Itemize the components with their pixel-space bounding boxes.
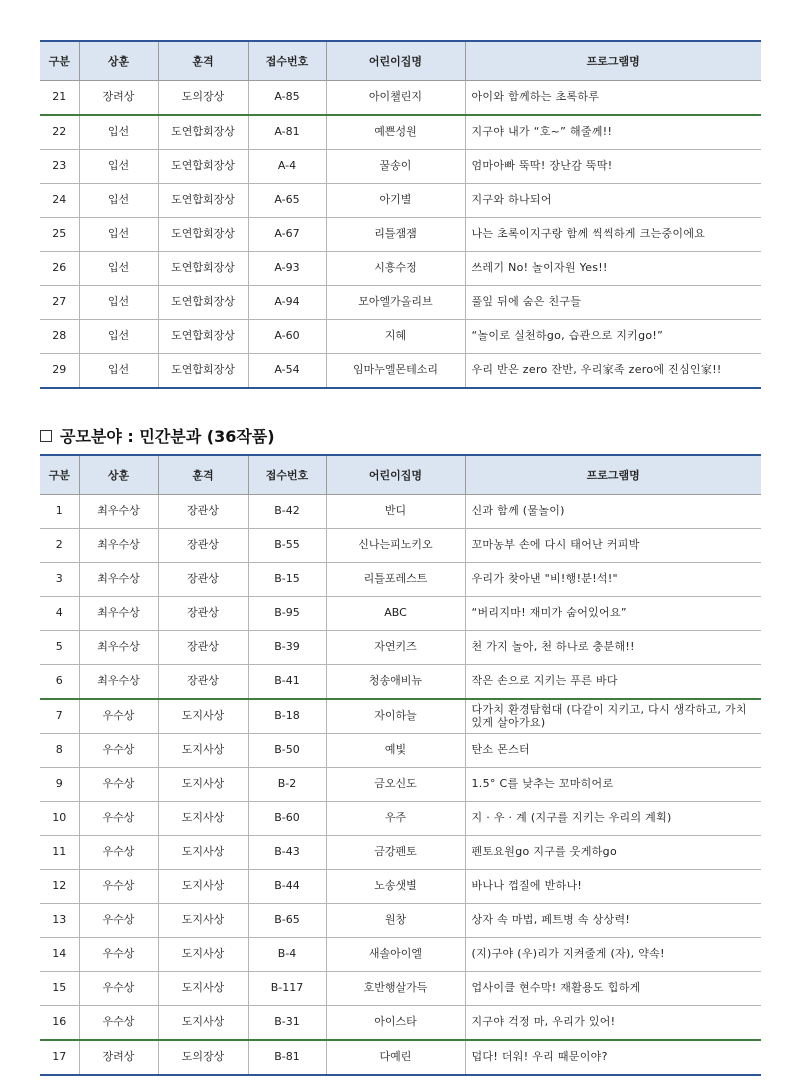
cell-grade: 도지사상: [158, 870, 248, 904]
table-row: [40, 1006, 761, 1041]
cell-award: 우수상: [79, 904, 158, 938]
cell-no: 15: [40, 972, 79, 1006]
cell-no: 7: [40, 699, 79, 734]
cell-program: 신과 함께 (물놀이): [465, 495, 761, 529]
cell-daycare: 자연키즈: [326, 631, 465, 665]
table-row: [40, 115, 761, 150]
cell-daycare: ABC: [326, 597, 465, 631]
section-heading: [40, 424, 275, 447]
cell-grade: 도지사상: [158, 802, 248, 836]
cell-receipt: A-4: [248, 150, 326, 184]
cell-receipt: A-60: [248, 320, 326, 354]
cell-award: 우수상: [79, 699, 158, 734]
cell-daycare: 노송샛별: [326, 870, 465, 904]
cell-award: 입선: [79, 252, 158, 286]
table-header-row: [40, 455, 761, 495]
cell-grade: 도의장상: [158, 81, 248, 116]
cell-program: 나는 초록이지구랑 함께 씩씩하게 크는중이에요: [465, 218, 761, 252]
cell-receipt: B-42: [248, 495, 326, 529]
table-row: [40, 218, 761, 252]
cell-no: 16: [40, 1006, 79, 1041]
cell-program: “놀이로 실천하go, 습관으로 지키go!”: [465, 320, 761, 354]
table-row: [40, 597, 761, 631]
header-receipt: 접수번호: [248, 455, 326, 495]
cell-daycare: 원창: [326, 904, 465, 938]
cell-award: 입선: [79, 115, 158, 150]
header-daycare: 어린이집명: [326, 455, 465, 495]
table-row: [40, 938, 761, 972]
cell-no: 23: [40, 150, 79, 184]
cell-grade: 도연합회장상: [158, 115, 248, 150]
cell-program: 엄마아빠 뚝딱! 장난감 뚝딱!: [465, 150, 761, 184]
cell-program: 업사이클 현수막! 재활용도 힙하게: [465, 972, 761, 1006]
cell-award: 최우수상: [79, 597, 158, 631]
cell-receipt: B-2: [248, 768, 326, 802]
header-award: 상훈: [79, 41, 158, 81]
cell-grade: 도지사상: [158, 904, 248, 938]
cell-receipt: B-41: [248, 665, 326, 700]
cell-program: 펜토요원go 지구를 웃게하go: [465, 836, 761, 870]
cell-receipt: B-50: [248, 734, 326, 768]
cell-no: 11: [40, 836, 79, 870]
cell-receipt: B-31: [248, 1006, 326, 1041]
cell-grade: 도지사상: [158, 699, 248, 734]
cell-daycare: 임마누엘몬테소리: [326, 354, 465, 389]
cell-program: 지구야 내가 “호~” 해줄께!!: [465, 115, 761, 150]
cell-receipt: A-85: [248, 81, 326, 116]
cell-no: 27: [40, 286, 79, 320]
cell-daycare: 아이챌린지: [326, 81, 465, 116]
cell-daycare: 예쁜성원: [326, 115, 465, 150]
cell-award: 입선: [79, 320, 158, 354]
cell-program: 지구야 걱정 마, 우리가 있어!: [465, 1006, 761, 1041]
cell-receipt: B-81: [248, 1040, 326, 1075]
cell-no: 14: [40, 938, 79, 972]
cell-no: 2: [40, 529, 79, 563]
cell-receipt: A-54: [248, 354, 326, 389]
cell-receipt: B-39: [248, 631, 326, 665]
cell-program: 지구와 하나되어: [465, 184, 761, 218]
cell-grade: 장관상: [158, 529, 248, 563]
cell-receipt: B-15: [248, 563, 326, 597]
cell-program: 천 가지 놀아, 천 하나로 충분해!!: [465, 631, 761, 665]
table-row: [40, 495, 761, 529]
cell-grade: 도연합회장상: [158, 150, 248, 184]
cell-grade: 장관상: [158, 495, 248, 529]
table-header-row: [40, 41, 761, 81]
cell-daycare: 청송애비뉴: [326, 665, 465, 700]
cell-award: 우수상: [79, 972, 158, 1006]
cell-receipt: A-94: [248, 286, 326, 320]
cell-no: 1: [40, 495, 79, 529]
cell-no: 26: [40, 252, 79, 286]
cell-receipt: B-60: [248, 802, 326, 836]
header-grade: 훈격: [158, 41, 248, 81]
cell-grade: 도의장상: [158, 1040, 248, 1075]
awards-table-1: [40, 40, 761, 389]
cell-program: (지)구야 (우)리가 지켜줄게 (자), 약속!: [465, 938, 761, 972]
cell-award: 최우수상: [79, 563, 158, 597]
cell-award: 우수상: [79, 734, 158, 768]
cell-no: 24: [40, 184, 79, 218]
cell-daycare: 아이스타: [326, 1006, 465, 1041]
cell-daycare: 리틀잼잼: [326, 218, 465, 252]
cell-award: 우수상: [79, 870, 158, 904]
cell-no: 9: [40, 768, 79, 802]
header-program: 프로그램명: [465, 455, 761, 495]
cell-no: 17: [40, 1040, 79, 1075]
cell-program: 우리가 찾아낸 "비!행!분!석!": [465, 563, 761, 597]
cell-daycare: 다예린: [326, 1040, 465, 1075]
cell-grade: 도지사상: [158, 1006, 248, 1041]
table-row: [40, 286, 761, 320]
cell-daycare: 금강펜토: [326, 836, 465, 870]
cell-receipt: A-81: [248, 115, 326, 150]
cell-daycare: 자이하늘: [326, 699, 465, 734]
cell-no: 10: [40, 802, 79, 836]
cell-award: 입선: [79, 286, 158, 320]
cell-no: 28: [40, 320, 79, 354]
awards-table-2: [40, 454, 761, 1076]
cell-grade: 도연합회장상: [158, 218, 248, 252]
table-row: [40, 1040, 761, 1075]
header-daycare: 어린이집명: [326, 41, 465, 81]
cell-receipt: B-95: [248, 597, 326, 631]
header-receipt: 접수번호: [248, 41, 326, 81]
header-program: 프로그램명: [465, 41, 761, 81]
cell-daycare: 신나는피노키오: [326, 529, 465, 563]
cell-daycare: 시흥수정: [326, 252, 465, 286]
cell-no: 4: [40, 597, 79, 631]
table-row: [40, 252, 761, 286]
cell-grade: 도연합회장상: [158, 286, 248, 320]
table-row: [40, 768, 761, 802]
cell-receipt: B-117: [248, 972, 326, 1006]
cell-program: 꼬마농부 손에 다시 태어난 커피박: [465, 529, 761, 563]
table-row: [40, 563, 761, 597]
cell-award: 장려상: [79, 81, 158, 116]
cell-program: 덥다! 더워! 우리 때문이야?: [465, 1040, 761, 1075]
cell-program: 쓰레기 No! 놀이자원 Yes!!: [465, 252, 761, 286]
cell-receipt: B-4: [248, 938, 326, 972]
cell-award: 입선: [79, 218, 158, 252]
cell-award: 입선: [79, 150, 158, 184]
cell-daycare: 지혜: [326, 320, 465, 354]
cell-grade: 도연합회장상: [158, 354, 248, 389]
header-grade: 훈격: [158, 455, 248, 495]
cell-award: 우수상: [79, 768, 158, 802]
table-row: [40, 734, 761, 768]
cell-award: 최우수상: [79, 495, 158, 529]
cell-receipt: B-65: [248, 904, 326, 938]
table-row: [40, 320, 761, 354]
cell-no: 5: [40, 631, 79, 665]
cell-daycare: 반디: [326, 495, 465, 529]
cell-grade: 도연합회장상: [158, 184, 248, 218]
cell-receipt: B-55: [248, 529, 326, 563]
cell-receipt: A-65: [248, 184, 326, 218]
cell-receipt: B-18: [248, 699, 326, 734]
cell-grade: 도지사상: [158, 938, 248, 972]
cell-grade: 장관상: [158, 631, 248, 665]
table-row: [40, 665, 761, 700]
cell-grade: 도지사상: [158, 836, 248, 870]
cell-program: 아이와 함께하는 초록하루: [465, 81, 761, 116]
cell-program: 지 · 우 · 계 (지구를 지키는 우리의 계획): [465, 802, 761, 836]
cell-no: 12: [40, 870, 79, 904]
cell-no: 13: [40, 904, 79, 938]
table-row: [40, 184, 761, 218]
cell-award: 입선: [79, 184, 158, 218]
cell-award: 최우수상: [79, 665, 158, 700]
cell-award: 최우수상: [79, 529, 158, 563]
table-row: [40, 81, 761, 116]
cell-grade: 장관상: [158, 665, 248, 700]
cell-grade: 도지사상: [158, 734, 248, 768]
cell-daycare: 우주: [326, 802, 465, 836]
cell-receipt: A-93: [248, 252, 326, 286]
table-row: [40, 802, 761, 836]
cell-daycare: 예빛: [326, 734, 465, 768]
cell-no: 21: [40, 81, 79, 116]
cell-grade: 도연합회장상: [158, 320, 248, 354]
table-row: [40, 836, 761, 870]
cell-program: 1.5° C를 낮추는 꼬마히어로: [465, 768, 761, 802]
cell-no: 3: [40, 563, 79, 597]
cell-award: 우수상: [79, 1006, 158, 1041]
header-no: 구분: [40, 455, 79, 495]
cell-award: 입선: [79, 354, 158, 389]
table-row: [40, 529, 761, 563]
cell-program: “버리지마! 재미가 숨어있어요”: [465, 597, 761, 631]
section-heading-text: 공모분야 : 민간분과 (36작품): [60, 427, 275, 446]
table-row: [40, 150, 761, 184]
header-no: 구분: [40, 41, 79, 81]
cell-program: 탄소 몬스터: [465, 734, 761, 768]
cell-award: 장려상: [79, 1040, 158, 1075]
cell-daycare: 아기별: [326, 184, 465, 218]
table-row: [40, 354, 761, 389]
cell-receipt: B-43: [248, 836, 326, 870]
awards-table-1-body: [40, 81, 761, 389]
cell-daycare: 리틀포레스트: [326, 563, 465, 597]
cell-program: 우리 반은 zero 잔반, 우리家족 zero에 진심인家!!: [465, 354, 761, 389]
cell-daycare: 새솔아이엘: [326, 938, 465, 972]
cell-no: 29: [40, 354, 79, 389]
cell-no: 22: [40, 115, 79, 150]
checkbox-icon: [40, 430, 52, 442]
cell-receipt: A-67: [248, 218, 326, 252]
cell-award: 최우수상: [79, 631, 158, 665]
cell-program: 바나나 껍질에 반하나!: [465, 870, 761, 904]
table-row: [40, 870, 761, 904]
cell-daycare: 호반행살가득: [326, 972, 465, 1006]
cell-grade: 장관상: [158, 563, 248, 597]
header-award: 상훈: [79, 455, 158, 495]
cell-daycare: 꿀송이: [326, 150, 465, 184]
table-row: [40, 972, 761, 1006]
cell-no: 6: [40, 665, 79, 700]
cell-program: 작은 손으로 지키는 푸른 바다: [465, 665, 761, 700]
cell-daycare: 금오신도: [326, 768, 465, 802]
cell-daycare: 모아엘가올리브: [326, 286, 465, 320]
table-row: [40, 904, 761, 938]
table-row: [40, 631, 761, 665]
cell-grade: 도연합회장상: [158, 252, 248, 286]
cell-program: 상자 속 마법, 페트병 속 상상력!: [465, 904, 761, 938]
table-row: [40, 699, 761, 734]
cell-award: 우수상: [79, 938, 158, 972]
cell-no: 25: [40, 218, 79, 252]
cell-award: 우수상: [79, 802, 158, 836]
cell-no: 8: [40, 734, 79, 768]
cell-receipt: B-44: [248, 870, 326, 904]
cell-award: 우수상: [79, 836, 158, 870]
cell-program: 풀잎 뒤에 숨은 친구들: [465, 286, 761, 320]
cell-grade: 도지사상: [158, 972, 248, 1006]
cell-program: 다가치 환경탐험대 (다같이 지키고, 다시 생각하고, 가치있게 살아가요): [465, 699, 761, 734]
awards-table-2-body: [40, 495, 761, 1076]
cell-grade: 도지사상: [158, 768, 248, 802]
cell-grade: 장관상: [158, 597, 248, 631]
